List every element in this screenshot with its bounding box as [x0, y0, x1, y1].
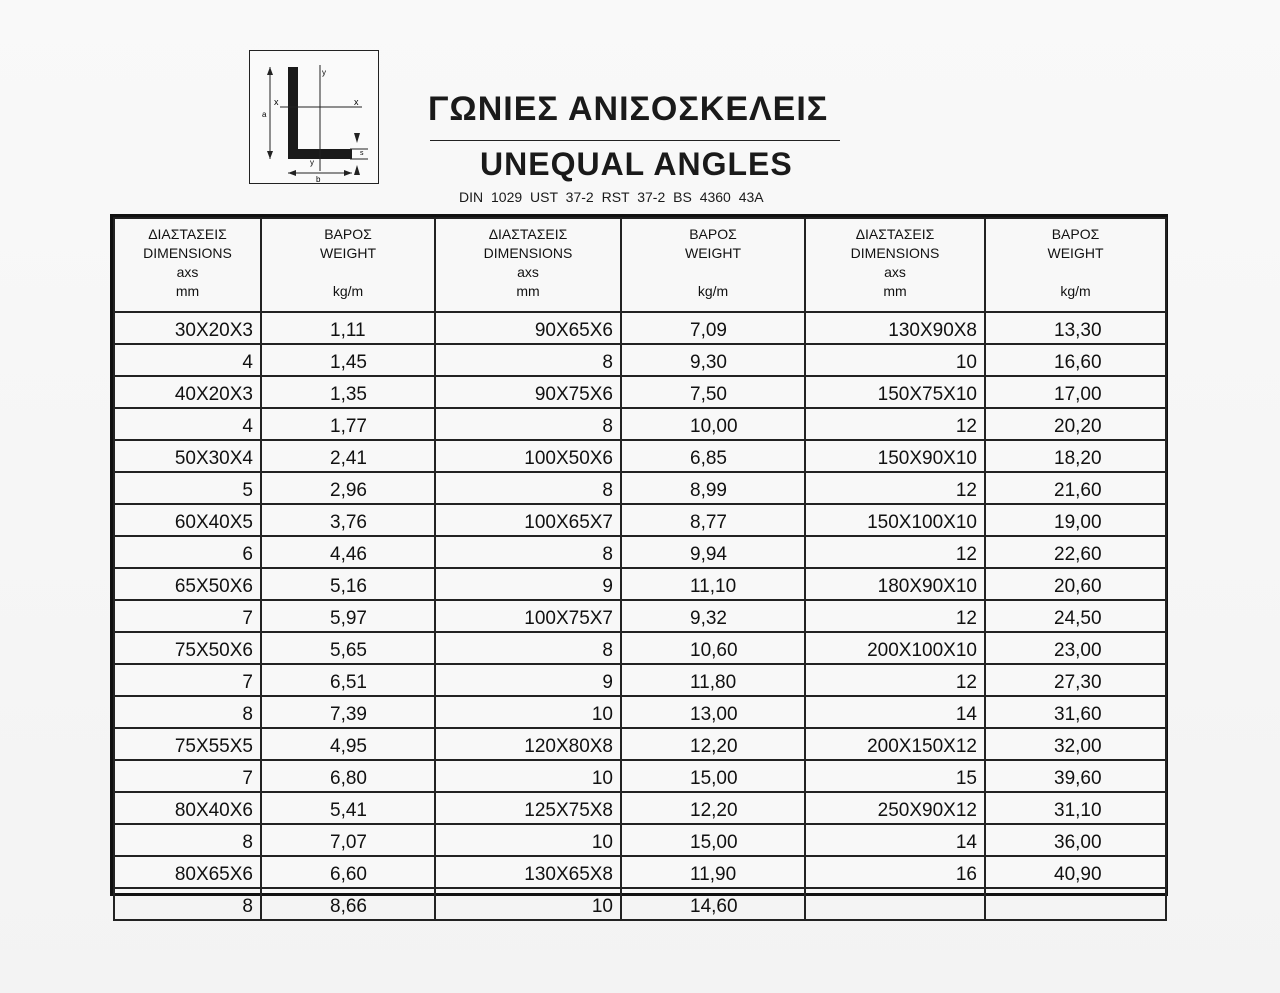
- dimension-cell: 180X90X10: [805, 568, 985, 600]
- weight-cell: 6,85: [621, 440, 805, 472]
- weight-cell: 31,10: [985, 792, 1166, 824]
- dimension-cell: 150X100X10: [805, 504, 985, 536]
- weight-cell: 17,00: [985, 376, 1166, 408]
- dimension-cell: 120X80X8: [435, 728, 621, 760]
- dimension-cell: 80X65X6: [114, 856, 261, 888]
- header-dimensions: ΔΙΑΣΤΑΣΕΙΣ DIMENSIONS axs mm: [114, 218, 261, 312]
- weight-cell: 6,60: [261, 856, 435, 888]
- weight-cell: 12,20: [621, 728, 805, 760]
- weight-cell: 36,00: [985, 824, 1166, 856]
- weight-cell: 11,10: [621, 568, 805, 600]
- dimension-cell: 130X90X8: [805, 312, 985, 344]
- table-row: [114, 568, 1166, 600]
- weight-cell: 5,65: [261, 632, 435, 664]
- dimension-cell: 100X65X7: [435, 504, 621, 536]
- weight-cell: 1,35: [261, 376, 435, 408]
- weight-cell: 7,07: [261, 824, 435, 856]
- weight-cell: 11,90: [621, 856, 805, 888]
- dimension-cell: 75X55X5: [114, 728, 261, 760]
- dimension-cell: 8: [435, 344, 621, 376]
- weight-cell: 32,00: [985, 728, 1166, 760]
- weight-cell: 12,20: [621, 792, 805, 824]
- dimension-cell: 65X50X6: [114, 568, 261, 600]
- figure-label: y: [310, 158, 314, 167]
- title-divider: [430, 140, 840, 141]
- dimension-cell: 7: [114, 600, 261, 632]
- header-dimensions: ΔΙΑΣΤΑΣΕΙΣ DIMENSIONS axs mm: [435, 218, 621, 312]
- dimension-cell: 12: [805, 664, 985, 696]
- weight-cell: 5,97: [261, 600, 435, 632]
- weight-cell: 3,76: [261, 504, 435, 536]
- dimension-cell: 8: [435, 536, 621, 568]
- dimension-cell: 16: [805, 856, 985, 888]
- table-row: [114, 664, 1166, 696]
- weight-cell: 9,32: [621, 600, 805, 632]
- weight-cell: 9,30: [621, 344, 805, 376]
- dimension-cell: 9: [435, 568, 621, 600]
- table-row: [114, 344, 1166, 376]
- weight-cell: 18,20: [985, 440, 1166, 472]
- weight-cell: 19,00: [985, 504, 1166, 536]
- weight-cell: 7,50: [621, 376, 805, 408]
- weight-cell: 7,09: [621, 312, 805, 344]
- dimension-cell: 150X90X10: [805, 440, 985, 472]
- table-row: [114, 792, 1166, 824]
- table-row: [114, 376, 1166, 408]
- weight-cell: 15,00: [621, 824, 805, 856]
- dimension-cell: 12: [805, 600, 985, 632]
- table-row: [114, 824, 1166, 856]
- dimension-cell: 100X75X7: [435, 600, 621, 632]
- angle-profile-drawing: [250, 51, 378, 183]
- table-row: [114, 600, 1166, 632]
- table-row: [114, 632, 1166, 664]
- dimension-cell: 90X65X6: [435, 312, 621, 344]
- weight-cell: 5,16: [261, 568, 435, 600]
- dimension-cell: 8: [114, 888, 261, 920]
- dimension-cell: 15: [805, 760, 985, 792]
- table-header-row: [114, 218, 1166, 312]
- weight-cell: 6,80: [261, 760, 435, 792]
- dimension-cell: 5: [114, 472, 261, 504]
- dimension-cell: 200X150X12: [805, 728, 985, 760]
- angles-table-frame: [110, 214, 1168, 917]
- weight-cell: 1,77: [261, 408, 435, 440]
- dimension-cell: 8: [435, 408, 621, 440]
- dimension-cell: 4: [114, 344, 261, 376]
- weight-cell: 2,41: [261, 440, 435, 472]
- angle-profile-figure: [249, 50, 379, 184]
- weight-cell: 16,60: [985, 344, 1166, 376]
- header-weight: ΒΑΡΟΣ WEIGHT kg/m: [261, 218, 435, 312]
- weight-cell: 8,77: [621, 504, 805, 536]
- angles-table: [113, 217, 1167, 921]
- dimension-cell: 8: [435, 632, 621, 664]
- weight-cell: 7,39: [261, 696, 435, 728]
- header-weight: ΒΑΡΟΣ WEIGHT kg/m: [985, 218, 1166, 312]
- dimension-cell: 150X75X10: [805, 376, 985, 408]
- weight-cell: 5,41: [261, 792, 435, 824]
- dimension-cell: 40X20X3: [114, 376, 261, 408]
- weight-cell: 23,00: [985, 632, 1166, 664]
- table-body: [114, 312, 1166, 920]
- weight-cell: 1,45: [261, 344, 435, 376]
- weight-cell: 8,99: [621, 472, 805, 504]
- table-row: [114, 696, 1166, 728]
- title-greek: ΓΩΝΙΕΣ ΑΝΙΣΟΣΚΕΛΕΙΣ: [428, 90, 829, 128]
- title-english: UNEQUAL ANGLES: [480, 146, 793, 182]
- weight-cell: 2,96: [261, 472, 435, 504]
- dimension-cell: 90X75X6: [435, 376, 621, 408]
- dimension-cell: 6: [114, 536, 261, 568]
- weight-cell: 8,66: [261, 888, 435, 920]
- dimension-cell: 12: [805, 472, 985, 504]
- weight-cell: 11,80: [621, 664, 805, 696]
- dimension-cell: 250X90X12: [805, 792, 985, 824]
- weight-cell: 27,30: [985, 664, 1166, 696]
- weight-cell: 13,30: [985, 312, 1166, 344]
- dimension-cell: 30X20X3: [114, 312, 261, 344]
- standards-line: DIN 1029 UST 37-2 RST 37-2 BS 4360 43A: [459, 189, 764, 205]
- table-row: [114, 856, 1166, 888]
- weight-cell: 15,00: [621, 760, 805, 792]
- weight-cell: 13,00: [621, 696, 805, 728]
- weight-cell: 14,60: [621, 888, 805, 920]
- dimension-cell: 7: [114, 760, 261, 792]
- dimension-cell: 125X75X8: [435, 792, 621, 824]
- dimension-cell: 12: [805, 536, 985, 568]
- header-dimensions: ΔΙΑΣΤΑΣΕΙΣ DIMENSIONS axs mm: [805, 218, 985, 312]
- weight-cell: 24,50: [985, 600, 1166, 632]
- figure-label: x: [274, 97, 279, 107]
- weight-cell: 39,60: [985, 760, 1166, 792]
- dimension-cell: 80X40X6: [114, 792, 261, 824]
- dimension-cell: 200X100X10: [805, 632, 985, 664]
- dimension-cell: 14: [805, 696, 985, 728]
- weight-cell: 22,60: [985, 536, 1166, 568]
- dimension-cell: 130X65X8: [435, 856, 621, 888]
- table-row: [114, 760, 1166, 792]
- table-row: [114, 440, 1166, 472]
- weight-cell: 4,95: [261, 728, 435, 760]
- dimension-cell: 50X30X4: [114, 440, 261, 472]
- figure-label: b: [316, 175, 321, 183]
- weight-cell: 20,20: [985, 408, 1166, 440]
- dimension-cell: 9: [435, 664, 621, 696]
- weight-cell: 31,60: [985, 696, 1166, 728]
- table-row: [114, 472, 1166, 504]
- header-weight: ΒΑΡΟΣ WEIGHT kg/m: [621, 218, 805, 312]
- dimension-cell: 10: [435, 824, 621, 856]
- dimension-cell: 10: [805, 344, 985, 376]
- dimension-cell: 10: [435, 888, 621, 920]
- figure-label: x: [354, 97, 359, 107]
- dimension-cell: 12: [805, 408, 985, 440]
- weight-cell: 6,51: [261, 664, 435, 696]
- table-row: [114, 504, 1166, 536]
- weight-cell: 4,46: [261, 536, 435, 568]
- figure-label: a: [262, 110, 267, 119]
- dimension-cell: 8: [114, 696, 261, 728]
- dimension-cell: 7: [114, 664, 261, 696]
- weight-cell: 10,60: [621, 632, 805, 664]
- table-row: [114, 536, 1166, 568]
- dimension-cell: 100X50X6: [435, 440, 621, 472]
- table-row: [114, 728, 1166, 760]
- table-row: [114, 888, 1166, 920]
- figure-label: y: [322, 68, 326, 77]
- dimension-cell: 14: [805, 824, 985, 856]
- weight-cell: 10,00: [621, 408, 805, 440]
- weight-cell: 1,11: [261, 312, 435, 344]
- dimension-cell: 10: [435, 760, 621, 792]
- dimension-cell: 4: [114, 408, 261, 440]
- dimension-cell: 10: [435, 696, 621, 728]
- weight-cell: 9,94: [621, 536, 805, 568]
- dimension-cell: [805, 888, 985, 920]
- table-row: [114, 312, 1166, 344]
- weight-cell: 21,60: [985, 472, 1166, 504]
- figure-label: s: [360, 150, 364, 157]
- table-row: [114, 408, 1166, 440]
- weight-cell: 40,90: [985, 856, 1166, 888]
- dimension-cell: 60X40X5: [114, 504, 261, 536]
- dimension-cell: 8: [114, 824, 261, 856]
- dimension-cell: 75X50X6: [114, 632, 261, 664]
- dimension-cell: 8: [435, 472, 621, 504]
- weight-cell: 20,60: [985, 568, 1166, 600]
- weight-cell: [985, 888, 1166, 920]
